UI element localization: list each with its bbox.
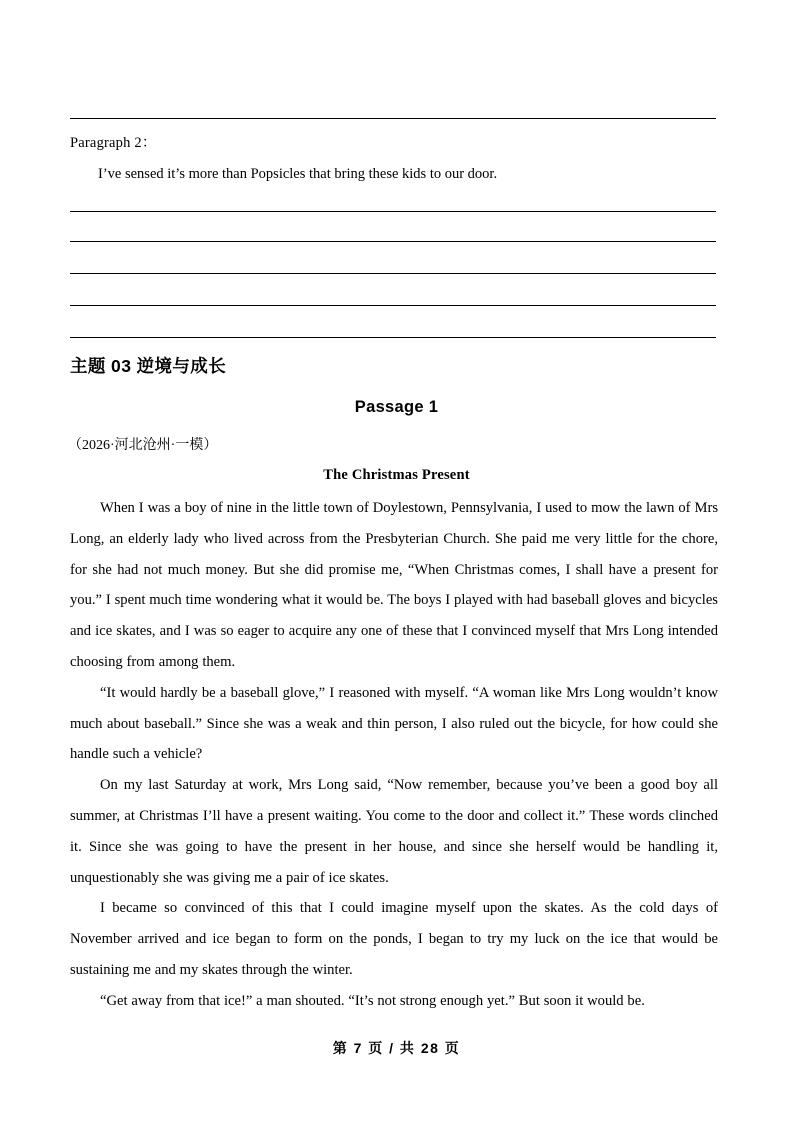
writing-rule-line — [70, 337, 716, 338]
article-paragraph: I became so convinced of this that I could imagine myself upon the skates. As the cold days of November arrived and ice began to form on the ponds, I began to try my luck on the ice that would be sustaining me and my skates through the winter. — [70, 900, 718, 978]
page-number-footer: 第 7 页 / 共 28 页 — [332, 1040, 461, 1056]
topic-heading: 主题 03 逆境与成长 — [70, 356, 227, 376]
paragraph-starter-sentence: I’ve sensed it’s more than Popsicles that bring these kids to our door. — [98, 166, 498, 182]
paragraph-label: Paragraph 2： — [70, 135, 157, 151]
writing-rule-line — [70, 241, 716, 242]
source-citation: （2026·河北沧州·一模） — [68, 438, 218, 453]
article-title: The Christmas Present — [323, 467, 470, 483]
article-body — [70, 493, 718, 1017]
writing-rule-line — [70, 273, 716, 274]
writing-rule-line — [70, 118, 716, 119]
article-paragraph: “Get away from that ice!” a man shouted. “It’s not strong enough yet.” But soon it would be. — [100, 992, 645, 1009]
passage-heading: Passage 1 — [354, 398, 439, 416]
article-paragraph: On my last Saturday at work, Mrs Long said, “Now remember, because you’ve been a good boy all summer, at Christmas I’ll have a present waiting. You come to the door and collect it.” These words clinched it. Since she was going to have the present in her house, and since she herself would be handling it, unquestionably she was giving me a pair of ice skates. — [70, 777, 718, 886]
writing-rule-line — [70, 211, 716, 212]
writing-rule-line — [70, 305, 716, 306]
article-paragraph: “It would hardly be a baseball glove,” I reasoned with myself. “A woman like Mrs Long wouldn’t know much about baseball.” Since she was a weak and thin person, I also ruled out the bicycle, for how could she handle such a vehicle? — [70, 684, 718, 763]
article-paragraph: When I was a boy of nine in the little town of Doylestown, Pennsylvania, I used to mow the lawn of Mrs Long, an elderly lady who lived across from the Presbyterian Church. She paid me very little for the chore, for she had not much money. But she did promise me, “When Christmas comes, I shall have a present for you.” I spent much time wondering what it would be. The boys I played with had baseball gloves and bicycles and ice skates, and I was so eager to acquire any one of these that I convinced myself that Mrs Long intended choosing from among them. — [70, 500, 718, 670]
